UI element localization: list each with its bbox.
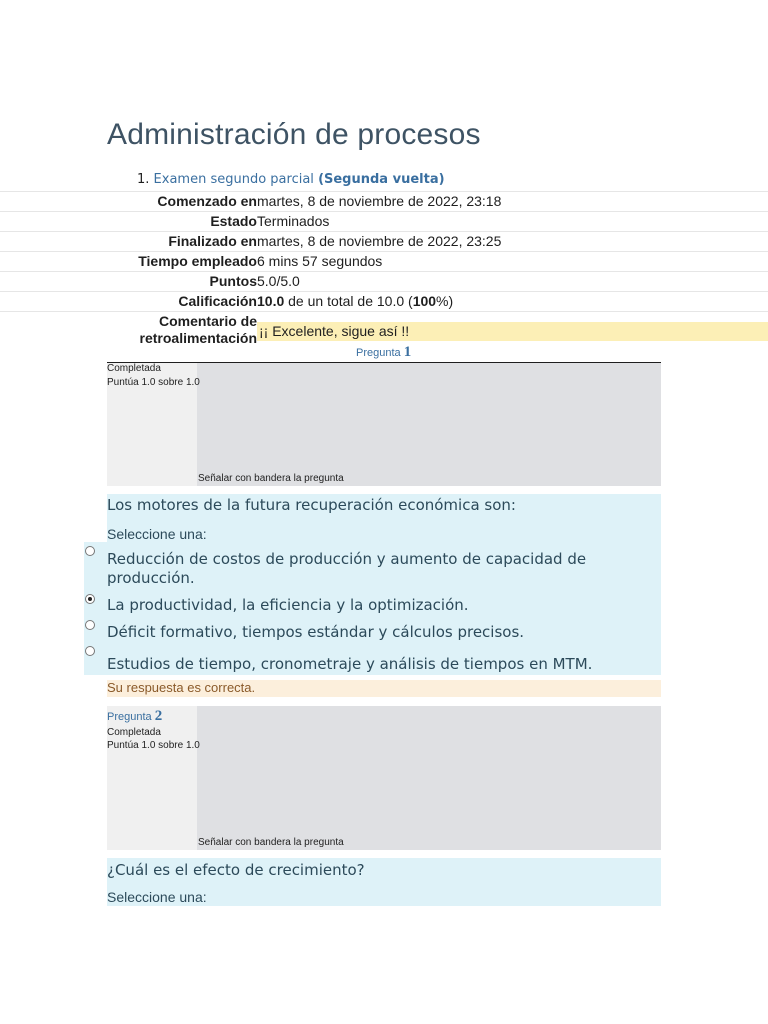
answer-option-a[interactable]: Reducción de costos de producción y aumento de capacidad de producción.	[107, 550, 587, 587]
summary-row-time-taken	[0, 251, 768, 271]
summary-value: martes, 8 de noviembre de 2022, 23:25	[257, 233, 502, 249]
radio-option-c[interactable]	[85, 620, 95, 630]
question-1-info	[107, 363, 661, 486]
summary-label: Finalizado en	[168, 233, 257, 249]
summary-row-finished	[0, 231, 768, 251]
radio-option-a[interactable]	[85, 546, 95, 556]
summary-value: martes, 8 de noviembre de 2022, 23:18	[257, 193, 502, 209]
flag-question-link[interactable]: Señalar con bandera la pregunta	[198, 837, 344, 848]
feedback-label-line2: retroalimentación	[139, 330, 257, 346]
answer-option-c[interactable]: Déficit formativo, tiempos estándar y cálculos precisos.	[107, 623, 525, 641]
summary-row-points	[0, 271, 768, 291]
select-prompt: Seleccione una:	[107, 889, 207, 905]
question-score: Puntúa 1.0 sobre 1.0	[107, 377, 200, 388]
breadcrumb-number: 1.	[137, 172, 150, 187]
question-text: Los motores de la futura recuperación económica son:	[107, 496, 516, 514]
question-number: 1	[403, 344, 412, 360]
question-text: ¿Cuál es el efecto de crecimiento?	[107, 861, 365, 879]
summary-row-grade	[0, 291, 768, 311]
summary-value: 6 mins 57 segundos	[257, 253, 383, 269]
summary-value: 5.0/5.0	[257, 273, 300, 289]
summary-label: Calificación	[178, 293, 257, 309]
answer-option-d[interactable]: Estudios de tiempo, cronometraje y análisis de tiempos en MTM.	[107, 655, 593, 673]
page-title: Administración de procesos	[107, 118, 481, 151]
feedback-value: ¡¡ Excelente, sigue así !!	[257, 322, 768, 341]
select-prompt: Seleccione una:	[107, 526, 207, 542]
summary-label: Puntos	[209, 273, 257, 289]
grade-total: de un total de 10.0 (	[284, 293, 413, 309]
radio-option-d[interactable]	[85, 646, 95, 656]
summary-label	[140, 313, 257, 347]
answer-result: Su respuesta es correcta.	[107, 680, 661, 697]
attempt-summary-table	[0, 191, 768, 350]
summary-label: Comenzado en	[157, 193, 257, 209]
summary-value: Terminados	[257, 213, 330, 229]
summary-row-started	[0, 191, 768, 211]
grade-percent: 100	[412, 293, 437, 309]
question-prefix: Pregunta	[107, 711, 152, 723]
grade-percent-suffix: %)	[436, 293, 454, 309]
flag-question-link[interactable]: Señalar con bandera la pregunta	[198, 473, 344, 484]
summary-label: Estado	[210, 213, 257, 229]
question-2-info	[107, 706, 661, 850]
question-status: Completada	[107, 363, 161, 374]
question-1-number	[356, 344, 411, 361]
question-status: Completada	[107, 727, 161, 738]
answer-option-b[interactable]: La productividad, la eficiencia y la optimización.	[107, 596, 469, 614]
grade-value: 10.0	[257, 293, 285, 309]
breadcrumb-link[interactable]: Examen segundo parcial	[153, 172, 314, 187]
summary-label: Tiempo empleado	[138, 253, 257, 269]
breadcrumb-attempt[interactable]: (Segunda vuelta)	[318, 172, 445, 187]
breadcrumb	[137, 172, 445, 187]
question-2-number	[107, 708, 162, 725]
question-number: 2	[154, 708, 163, 724]
feedback-label-line1: Comentario de	[158, 313, 257, 329]
summary-row-state	[0, 211, 768, 231]
radio-option-b[interactable]	[85, 594, 95, 604]
question-score: Puntúa 1.0 sobre 1.0	[107, 740, 200, 751]
summary-value	[257, 292, 453, 310]
question-prefix: Pregunta	[356, 347, 401, 359]
